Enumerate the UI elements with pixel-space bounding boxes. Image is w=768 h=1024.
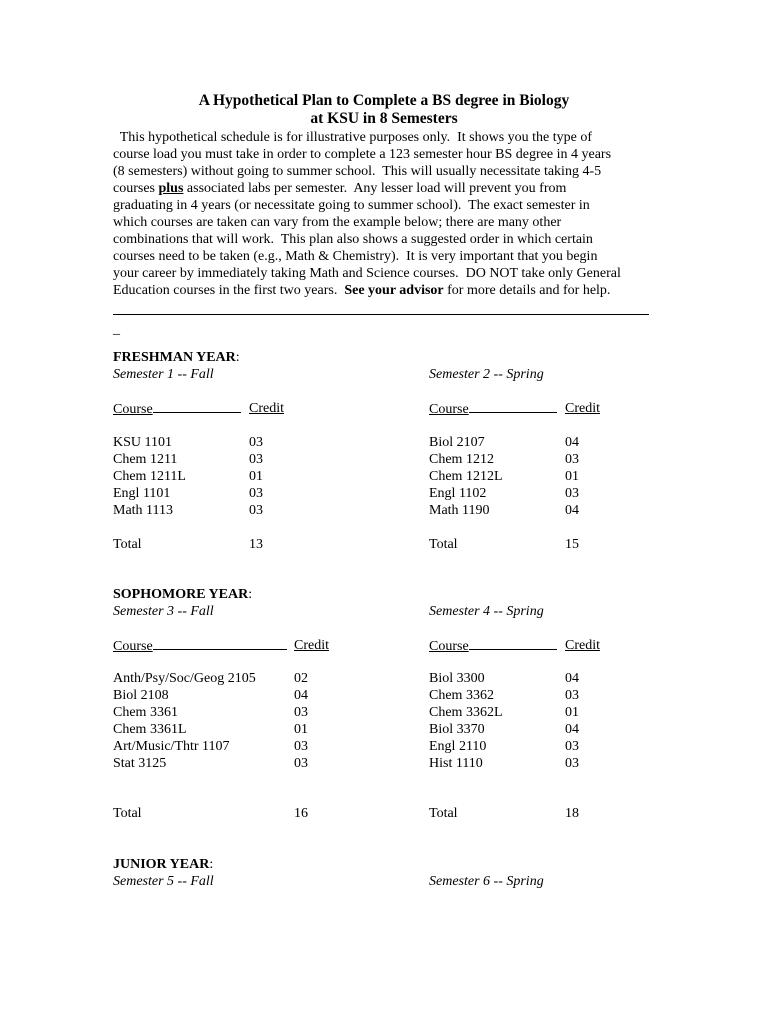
underline-fill <box>153 637 287 650</box>
year-label: SOPHOMORE YEAR <box>113 587 249 602</box>
document-title-line-2: at KSU in 8 Semesters <box>310 110 458 127</box>
semester-1-total: 13 <box>249 537 263 552</box>
intro-paragraph <box>113 129 658 299</box>
semester-6-label: Semester 6 -- Spring <box>429 874 544 889</box>
semester-4-label: Semester 4 -- Spring <box>429 604 544 619</box>
divider-tail: _ <box>113 322 120 337</box>
course-header-label: Course <box>429 639 469 654</box>
credit-cell: 01 <box>294 722 308 737</box>
semester-2-total: 15 <box>565 537 579 552</box>
semester-1-label: Semester 1 -- Fall <box>113 367 214 382</box>
credit-cell: 04 <box>565 503 579 518</box>
sophomore-year-heading <box>113 586 252 603</box>
divider-line <box>113 314 649 315</box>
course-cell: Chem 1211 <box>113 452 178 467</box>
underline-fill <box>469 400 557 413</box>
junior-year-heading <box>113 856 213 873</box>
credit-cell: 04 <box>294 688 308 703</box>
intro-line: courses need to be taken (e.g., Math & Chemistry). It is very important that you begin <box>113 249 598 264</box>
freshman-year-heading <box>113 349 240 366</box>
intro-line <box>113 180 658 197</box>
course-cell: Chem 1211L <box>113 469 186 484</box>
semester-4-total: 18 <box>565 806 579 821</box>
course-cell: Biol 2107 <box>429 435 485 450</box>
credit-cell: 03 <box>294 756 308 771</box>
document-title-line-1: A Hypothetical Plan to Complete a BS degree in Biology <box>198 92 570 109</box>
course-cell: Art/Music/Thtr 1107 <box>113 739 230 754</box>
credit-cell: 01 <box>565 469 579 484</box>
semester-2-label: Semester 2 -- Spring <box>429 367 544 382</box>
credit-cell: 03 <box>565 688 579 703</box>
credit-header: Credit <box>565 401 600 416</box>
course-cell: KSU 1101 <box>113 435 172 450</box>
course-header <box>429 400 557 418</box>
total-label: Total <box>429 537 458 552</box>
intro-text: Education courses in the first two years. <box>113 283 345 298</box>
intro-line: (8 semesters) without going to summer school. This will usually necessitate taking 4-5 <box>113 164 602 179</box>
credit-cell: 02 <box>294 671 308 686</box>
credit-cell: 03 <box>294 705 308 720</box>
course-cell: Chem 3362L <box>429 705 503 720</box>
course-header-label: Course <box>113 402 153 417</box>
course-cell: Engl 1101 <box>113 486 171 501</box>
intro-text: for more details and for help. <box>443 283 611 298</box>
emphasis-see-advisor: See your advisor <box>344 283 444 298</box>
credit-cell: 03 <box>249 486 263 501</box>
course-cell: Biol 2108 <box>113 688 169 703</box>
course-cell: Chem 3362 <box>429 688 494 703</box>
credit-cell: 03 <box>249 503 263 518</box>
course-header <box>113 637 287 655</box>
course-cell: Chem 1212L <box>429 469 503 484</box>
intro-line: This hypothetical schedule is for illustrative purposes only. It shows you the type of <box>113 130 593 145</box>
credit-cell: 01 <box>565 705 579 720</box>
semester-5-label: Semester 5 -- Fall <box>113 874 214 889</box>
course-cell: Math 1190 <box>429 503 490 518</box>
credit-cell: 03 <box>565 756 579 771</box>
course-cell: Engl 1102 <box>429 486 487 501</box>
intro-line: course load you must take in order to complete a 123 semester hour BS degree in 4 years <box>113 147 612 162</box>
credit-cell: 03 <box>565 486 579 501</box>
intro-line: which courses are taken can vary from the example below; there are many other <box>113 215 562 230</box>
total-label: Total <box>429 806 458 821</box>
semester-3-label: Semester 3 -- Fall <box>113 604 214 619</box>
year-label: JUNIOR YEAR <box>113 857 210 872</box>
intro-line: graduating in 4 years (or necessitate going to summer school). The exact semester in <box>113 198 590 213</box>
intro-line: your career by immediately taking Math and Science courses. DO NOT take only General <box>113 266 621 281</box>
credit-cell: 04 <box>565 671 579 686</box>
credit-cell: 04 <box>565 435 579 450</box>
credit-cell: 03 <box>249 452 263 467</box>
course-cell: Engl 2110 <box>429 739 487 754</box>
credit-header: Credit <box>294 638 329 653</box>
credit-header: Credit <box>565 638 600 653</box>
semester-3-total: 16 <box>294 806 308 821</box>
course-cell: Chem 3361 <box>113 705 178 720</box>
intro-line <box>113 282 658 299</box>
total-label: Total <box>113 806 142 821</box>
credit-cell: 03 <box>249 435 263 450</box>
course-cell: Chem 1212 <box>429 452 494 467</box>
course-cell: Biol 3300 <box>429 671 485 686</box>
heading-colon: : <box>209 857 214 872</box>
underline-fill <box>153 400 241 413</box>
course-cell: Stat 3125 <box>113 756 167 771</box>
underline-fill <box>469 637 557 650</box>
intro-text: associated labs per semester. Any lesser load will prevent you from <box>183 181 567 196</box>
credit-cell: 01 <box>249 469 263 484</box>
heading-colon: : <box>248 587 253 602</box>
credit-header: Credit <box>249 401 284 416</box>
credit-cell: 03 <box>565 452 579 467</box>
course-cell: Math 1113 <box>113 503 174 518</box>
credit-cell: 03 <box>565 739 579 754</box>
credit-cell: 03 <box>294 739 308 754</box>
total-label: Total <box>113 537 142 552</box>
heading-colon: : <box>235 350 240 365</box>
year-label: FRESHMAN YEAR <box>113 350 236 365</box>
credit-cell: 04 <box>565 722 579 737</box>
course-cell: Anth/Psy/Soc/Geog 2105 <box>113 671 256 686</box>
course-cell: Biol 3370 <box>429 722 485 737</box>
course-header <box>113 400 241 418</box>
intro-line: combinations that will work. This plan also shows a suggested order in which certain <box>113 232 593 247</box>
intro-text: courses <box>113 181 159 196</box>
course-header <box>429 637 557 655</box>
course-header-label: Course <box>429 402 469 417</box>
emphasis-plus: plus <box>158 181 184 196</box>
course-cell: Hist 1110 <box>429 756 483 771</box>
course-header-label: Course <box>113 639 153 654</box>
course-cell: Chem 3361L <box>113 722 187 737</box>
